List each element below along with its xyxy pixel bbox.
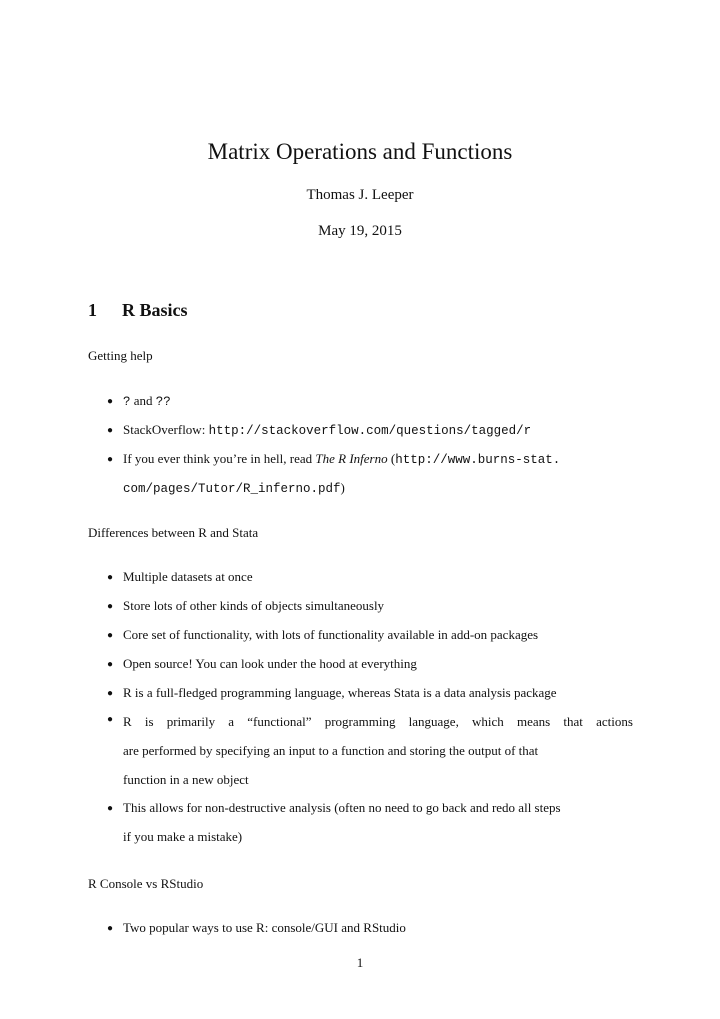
bullet-icon: ●	[107, 396, 114, 407]
bullet-icon: ●	[107, 454, 114, 465]
list-item: ● Core set of functionality, with lots of functionality available in add-on packages	[107, 627, 539, 642]
getting-help-heading: Getting help	[88, 348, 153, 363]
list-item: ● If you ever think you’re in hell, read The R Inferno (http://www.burns-stat.	[107, 451, 561, 467]
list-item: ● R is a full-fledged programming language, whereas Stata is a data analysis package	[107, 685, 557, 700]
functional-line1: R is primarily a “functional” programming language, which means that actions	[123, 714, 633, 729]
bullet-icon: ●	[107, 714, 114, 725]
console-heading: R Console vs RStudio	[88, 876, 204, 891]
bullet-icon: ●	[107, 923, 114, 934]
list-item: ● ? and ??	[107, 393, 171, 409]
document-date: May 19, 2015	[318, 223, 402, 239]
section-title: R Basics	[122, 300, 188, 320]
book-title: The R Inferno	[315, 451, 388, 466]
stackoverflow-link[interactable]: http://stackoverflow.com/questions/tagged/r	[208, 424, 532, 438]
list-item-continuation: com/pages/Tutor/R_inferno.pdf)	[123, 480, 345, 496]
list-item: ● Open source! You can look under the hood at everything	[107, 656, 417, 671]
list-item: ● StackOverflow: http://stackoverflow.com/questions/tagged/r	[107, 422, 532, 438]
document-title: Matrix Operations and Functions	[207, 139, 513, 164]
list-item: ● Multiple datasets at once	[107, 569, 253, 584]
bullet-icon: ●	[107, 572, 114, 583]
inferno-link[interactable]: http://www.burns-stat.	[395, 453, 561, 467]
list-item	[107, 714, 633, 730]
list-item-continuation: function in a new object	[123, 772, 249, 787]
bullet-icon: ●	[107, 659, 114, 670]
list-item: ● Two popular ways to use R: console/GUI and RStudio	[107, 920, 406, 935]
bullet-icon: ●	[107, 630, 114, 641]
section-number: 1	[88, 300, 97, 320]
bullet-icon: ●	[107, 688, 114, 699]
list-item: ● This allows for non-destructive analysis (often no need to go back and redo all steps	[107, 800, 561, 815]
list-item: ● Store lots of other kinds of objects simultaneously	[107, 598, 385, 613]
section-heading	[88, 300, 188, 321]
differences-heading: Differences between R and Stata	[88, 525, 259, 540]
bullet-icon: ●	[107, 803, 114, 814]
inferno-link-cont[interactable]: com/pages/Tutor/R_inferno.pdf	[123, 482, 341, 496]
document-author: Thomas J. Leeper	[306, 187, 414, 203]
list-item-continuation: are performed by specifying an input to a function and storing the output of that	[123, 743, 539, 758]
bullet-icon: ●	[107, 601, 114, 612]
bullet-icon: ●	[107, 425, 114, 436]
page-number: 1	[356, 955, 364, 970]
list-item-continuation: if you make a mistake)	[123, 829, 243, 844]
